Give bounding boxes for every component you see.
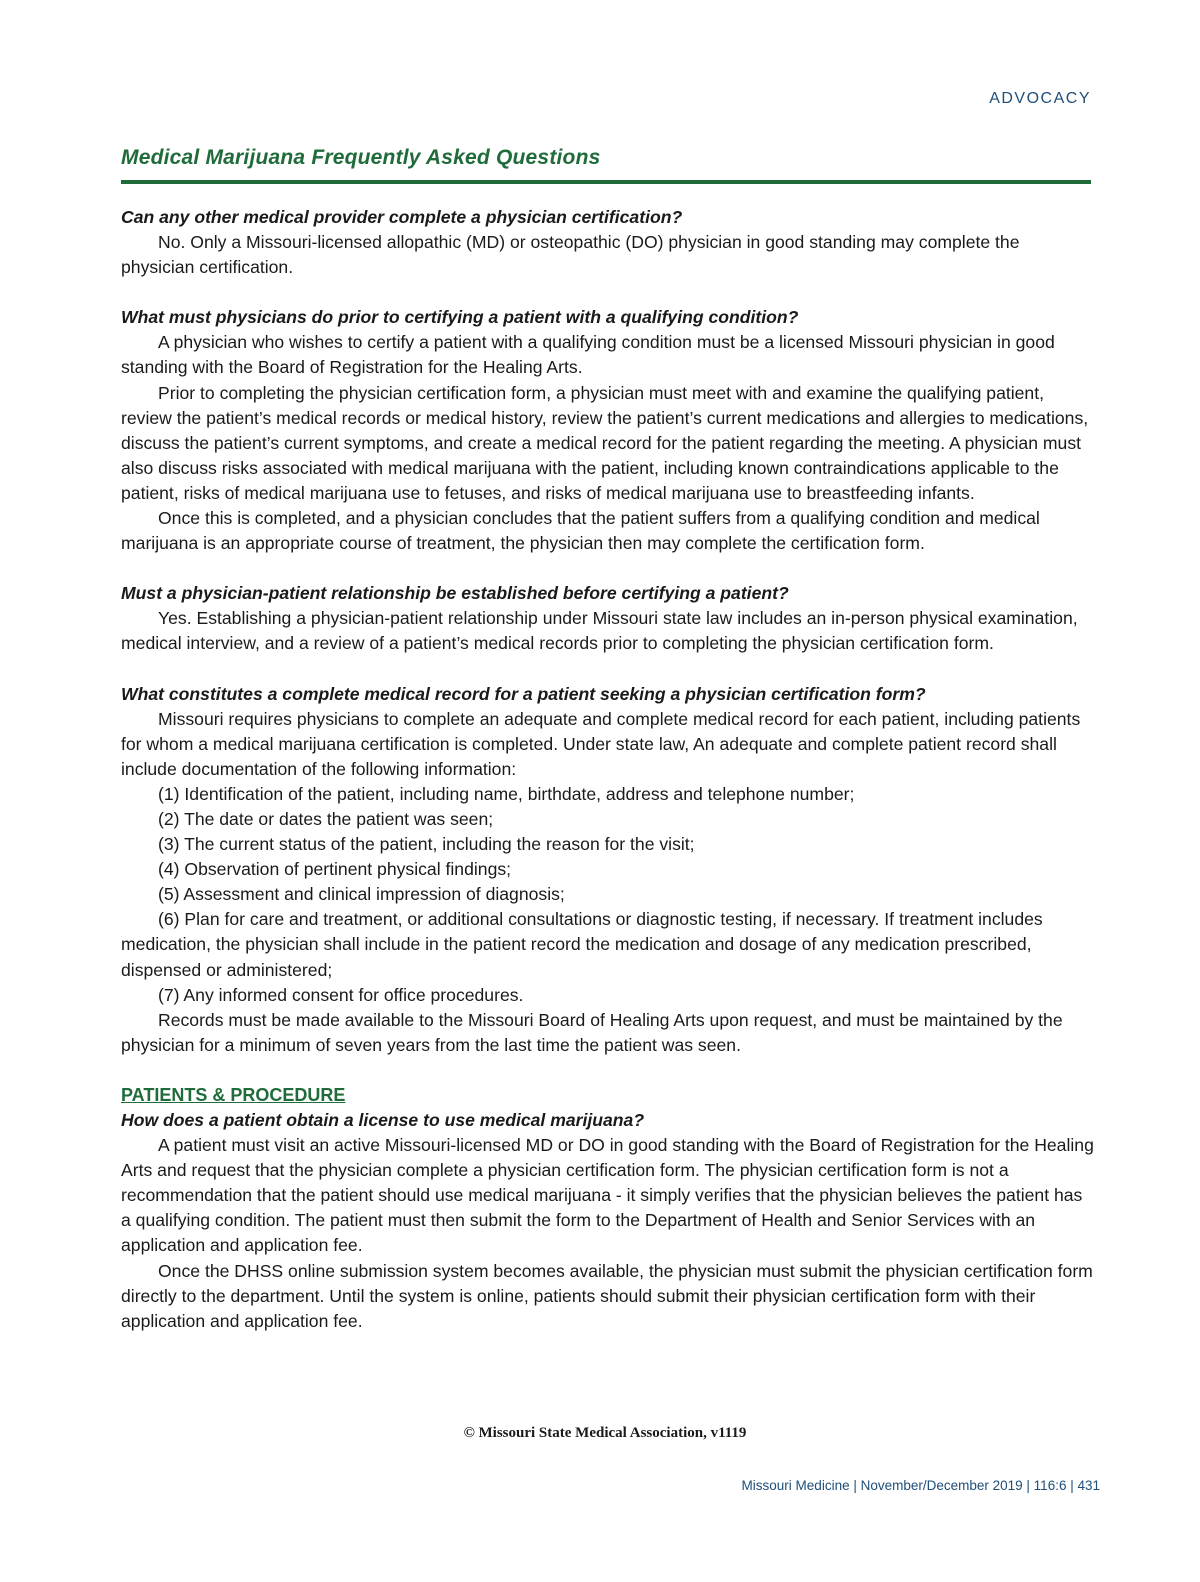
section-heading-patients: PATIENTS & PROCEDURE (121, 1084, 346, 1105)
faq-question-1: Can any other medical provider complete a physician certification? (121, 207, 683, 227)
list-item: (3) The current status of the patient, including the reason for the visit; (158, 834, 695, 855)
faq-answer-paragraph: Missouri requires physicians to complete an adequate and complete medical record for each patient, including patients for whom a medical marijuana certification is completed. Under state law, An adequate and complete patient record shall include documentation of the following information: (121, 708, 1081, 779)
list-item: (7) Any informed consent for office procedures. (158, 984, 524, 1005)
faq-answer-paragraph: A patient must visit an active Missouri-licensed MD or DO in good standing with the Board of Registration for the Healing Arts and request that the physician complete a physician certification form. The physician certification form is not a recommendation that the patient should use medical marijuana - it simply verifies that the physician believes the patient has a qualifying condition. The patient must then submit the form to the Department of Health and Senior Services with an application and application fee. (121, 1135, 1094, 1256)
faq-answer-paragraph: Records must be made available to the Missouri Board of Healing Arts upon request, and must be maintained by the physician for a minimum of seven years from the last time the patient was seen. (121, 1009, 1063, 1055)
faq-question-4: What constitutes a complete medical record for a patient seeking a physician certification form? (121, 683, 926, 704)
list-item: (6) Plan for care and treatment, or additional consultations or diagnostic testing, if necessary. If treatment includes medication, the physician shall include in the patient record the medication and dosage of any medication prescribed, dispensed or administered; (121, 909, 1043, 980)
faq-answer-paragraph: Prior to completing the physician certification form, a physician must meet with and examine the qualifying patient, review the patient’s medical records or medical history, review the patient’s current medications and allergies to medications, discuss the patient’s current symptoms, and create a medical record for the patient regarding the meeting. A physician must also discuss risks associated with medical marijuana with the patient, including known contraindications applicable to the patient, risks of medical marijuana use to fetuses, and risks of medical marijuana use to breastfeeding infants. (121, 382, 1089, 503)
section-label: ADVOCACY (989, 90, 1091, 107)
page-footer: Missouri Medicine | November/December 2019 | 116:6 | 431 (741, 1478, 1100, 1493)
list-item: (1) Identification of the patient, including name, birthdate, address and telephone number; (158, 783, 855, 804)
list-item: (4) Observation of pertinent physical findings; (158, 859, 512, 880)
faq-question-2: What must physicians do prior to certifying a patient with a qualifying condition? (121, 307, 799, 328)
copyright-notice: © Missouri State Medical Association, v1119 (463, 1425, 747, 1441)
article-body (121, 205, 1096, 1334)
list-item: (5) Assessment and clinical impression of diagnosis; (158, 884, 565, 905)
list-item: (2) The date or dates the patient was seen; (158, 808, 494, 829)
faq-answer-paragraph: No. Only a Missouri-licensed allopathic (MD) or osteopathic (DO) physician in good standing may complete the physician certification. (121, 232, 1020, 278)
faq-answer-paragraph: Once the DHSS online submission system becomes available, the physician must submit the physician certification form directly to the department. Until the system is online, patients should submit their physician certification form with their application and application fee. (121, 1260, 1093, 1331)
faq-answer-paragraph: A physician who wishes to certify a patient with a qualifying condition must be a licensed Missouri physician in good standing with the Board of Registration for the Healing Arts. (121, 332, 1055, 378)
page-title: Medical Marijuana Frequently Asked Questions (121, 146, 601, 169)
faq-answer-paragraph: Yes. Establishing a physician-patient relationship under Missouri state law includes an in-person physical examination, medical interview, and a review of a patient’s medical records prior to completing the physician certification form. (121, 608, 1078, 654)
faq-answer-paragraph: Once this is completed, and a physician concludes that the patient suffers from a qualifying condition and medical marijuana is an appropriate course of treatment, the physician then may complete the certification form. (121, 508, 1040, 554)
faq-question-3: Must a physician-patient relationship be established before certifying a patient? (121, 583, 789, 604)
faq-question-5: How does a patient obtain a license to use medical marijuana? (121, 1110, 645, 1130)
title-divider (121, 180, 1091, 184)
